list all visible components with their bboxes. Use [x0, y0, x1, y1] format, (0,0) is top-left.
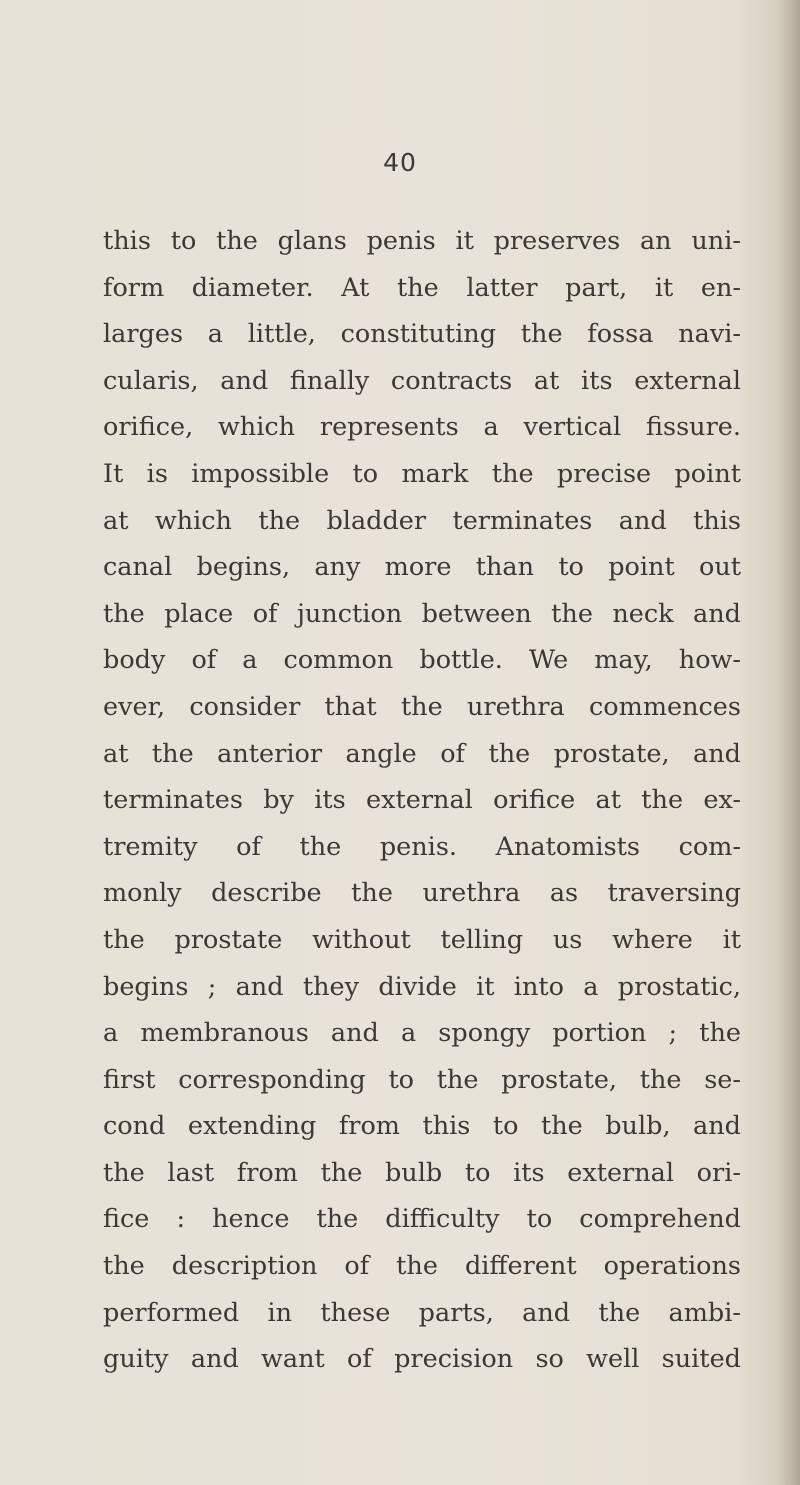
page-edge-shadow [776, 0, 800, 1485]
text-line: first corresponding to the prostate, the se- [103, 1064, 741, 1095]
text-line: ever, consider that the urethra commences [103, 691, 741, 722]
text-line: body of a common bottle. We may, how- [103, 645, 741, 676]
text-line: the prostate without telling us where it [103, 924, 741, 955]
text-line: terminates by its external orifice at the ex- [103, 785, 741, 816]
text-line: begins ; and they divide it into a prostatic, [103, 971, 741, 1002]
text-line: larges a little, constituting the fossa navi- [103, 319, 741, 350]
text-line: orifice, which represents a vertical fissure. [103, 412, 741, 443]
text-line: a membranous and a spongy portion ; the [103, 1018, 741, 1049]
text-line: the last from the bulb to its external ori- [103, 1157, 741, 1188]
text-line: fice : hence the difficulty to comprehend [103, 1204, 741, 1235]
text-line: this to the glans penis it preserves an uni- [103, 226, 741, 256]
page-number: 40 [383, 148, 417, 177]
text-line: at which the bladder terminates and this [103, 505, 741, 536]
text-line: It is impossible to mark the precise point [103, 458, 741, 489]
text-line: at the anterior angle of the prostate, and [103, 738, 741, 769]
text-line: the description of the different operations [103, 1251, 741, 1282]
text-line: canal begins, any more than to point out [103, 552, 741, 583]
text-line: performed in these parts, and the ambi- [103, 1297, 741, 1328]
text-line: cularis, and finally contracts at its external [103, 365, 741, 396]
text-line: monly describe the urethra as traversing [103, 878, 741, 909]
text-line: form diameter. At the latter part, it en- [103, 272, 741, 303]
text-line: the place of junction between the neck and [103, 598, 741, 629]
text-line: cond extending from this to the bulb, and [103, 1111, 741, 1142]
text-line: guity and want of precision so well suited [103, 1344, 741, 1375]
body-text [103, 218, 741, 1383]
text-line: tremity of the penis. Anatomists com- [103, 831, 741, 862]
